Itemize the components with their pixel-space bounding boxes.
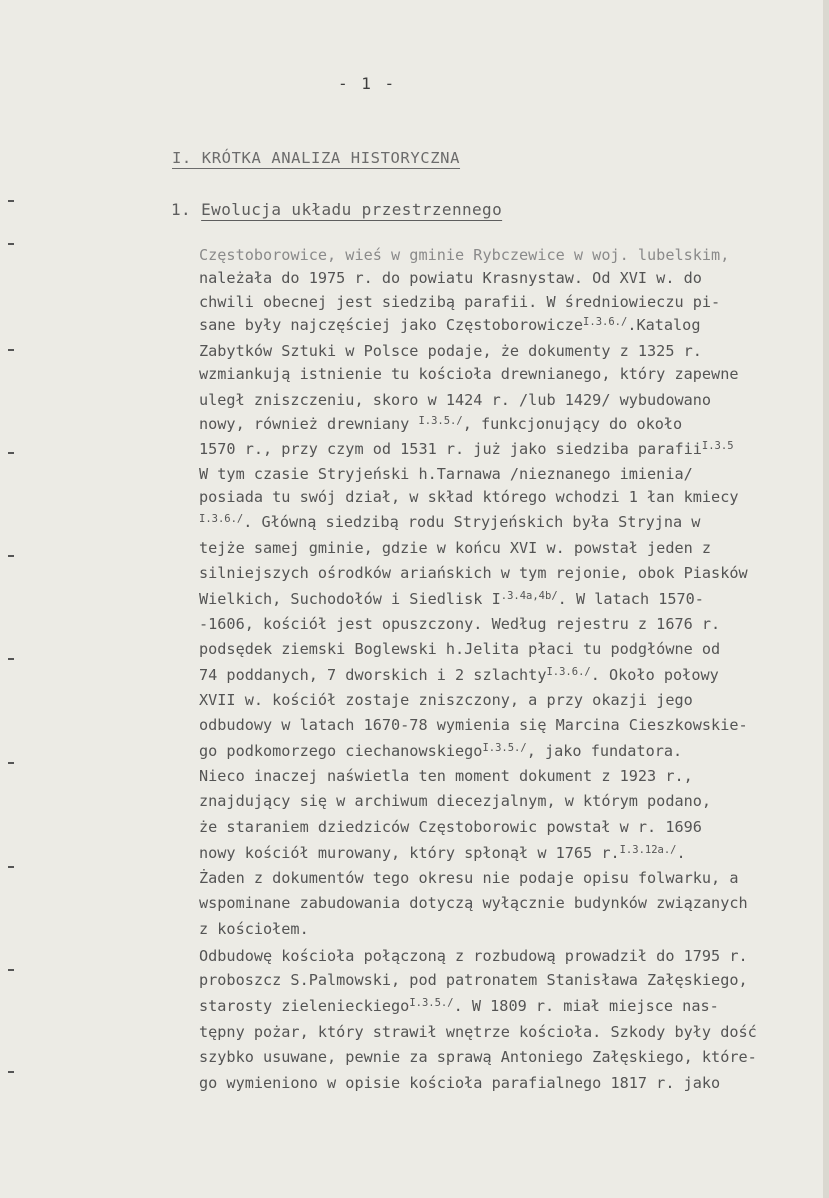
line-text: wspominane zabudowania dotyczą wyłącznie budynków związanych	[199, 894, 748, 912]
page-edge	[823, 0, 829, 1198]
margin-mark	[8, 658, 14, 660]
text-line	[199, 742, 682, 760]
text-line	[199, 894, 748, 912]
text-line	[199, 869, 738, 887]
text-line	[199, 792, 711, 810]
line-text: W tym czasie Stryjeński h.Tarnawa /nieznanego imienia/	[199, 465, 693, 483]
text-line	[199, 1074, 720, 1092]
margin-mark	[8, 349, 14, 351]
margin-mark	[8, 866, 14, 868]
line-text: szybko usuwane, pewnie za sprawą Antoniego Załęskiego, które-	[199, 1048, 757, 1066]
text-line	[199, 342, 702, 360]
text-line	[199, 947, 748, 965]
page-number: - 1 -	[338, 74, 397, 93]
text-line	[199, 391, 711, 409]
text-line	[199, 767, 693, 785]
section-title	[171, 200, 502, 219]
line-text: -1606, kościół jest opuszczony. Według rejestru z 1676 r.	[199, 615, 721, 633]
text-line	[199, 246, 729, 264]
text-line	[199, 920, 309, 938]
footnote-reference: I.3.6./	[583, 316, 628, 328]
margin-mark	[8, 762, 14, 764]
line-text-after: . W 1809 r. miał miejsce nas-	[453, 997, 719, 1015]
line-text: Zabytków Sztuki w Polsce podaje, że dokumenty z 1325 r.	[199, 342, 702, 360]
line-text: znajdujący się w archiwum diecezjalnym, w którym podano,	[199, 792, 712, 810]
line-text: Żaden z dokumentów tego okresu nie podaje opisu folwarku, a	[199, 869, 739, 887]
line-text: Częstoborowice, wieś w gminie Rybczewice w woj. lubelskim,	[199, 246, 730, 264]
line-text: z kościołem.	[199, 920, 309, 938]
text-line	[199, 269, 702, 287]
text-line	[199, 1023, 757, 1041]
line-text: wzmiankują istnienie tu kościoła drewnianego, który zapewne	[199, 365, 739, 383]
margin-mark	[8, 452, 14, 454]
footnote-reference: I.3.5./	[482, 742, 527, 754]
line-text: Odbudowę kościoła połączoną z rozbudową prowadził do 1795 r.	[199, 947, 748, 965]
text-line	[199, 365, 738, 383]
text-line	[199, 818, 702, 836]
margin-mark	[8, 969, 14, 971]
line-text: nowy kościół murowany, który spłonął w 1765 r.	[199, 844, 620, 862]
text-line	[199, 440, 734, 458]
footnote-reference: I.3.12a./	[619, 844, 677, 856]
line-text: go wymieniono w opisie kościoła parafialnego 1817 r. jako	[199, 1074, 721, 1092]
footnote-reference: I.3.6./	[199, 513, 244, 525]
text-line	[199, 997, 719, 1015]
text-line	[199, 640, 720, 658]
text-line	[199, 1048, 757, 1066]
line-text: sane były najczęściej jako Częstoborowicze	[199, 316, 584, 334]
line-text: należała do 1975 r. do powiatu Krasnystaw. Od XVI w. do	[199, 269, 702, 287]
text-line	[199, 691, 693, 709]
line-text: Nieco inaczej naświetla ten moment dokument z 1923 r.,	[199, 767, 693, 785]
text-line	[199, 844, 686, 862]
text-line	[199, 564, 748, 582]
margin-mark	[8, 200, 14, 202]
line-text: odbudowy w latach 1670-78 wymienia się Marcina Cieszkowskie-	[199, 716, 748, 734]
line-text: nowy, również drewniany	[199, 415, 419, 433]
chapter-title: I. KRÓTKA ANALIZA HISTORYCZNA	[172, 149, 461, 167]
line-text-after: .	[676, 844, 686, 862]
footnote-reference: .3.4a,4b/	[500, 590, 558, 602]
line-text-after: , funkcjonujący do około	[462, 415, 683, 433]
line-text: tejże samej gminie, gdzie w końcu XVI w. powstał jeden z	[199, 539, 712, 557]
footnote-reference: I.3.6./	[546, 666, 591, 678]
line-text: uległ zniszczeniu, skoro w 1424 r. /lub 1429/ wybudowano	[199, 391, 712, 409]
margin-mark	[8, 243, 14, 245]
line-text: XVII w. kościół zostaje zniszczony, a przy okazji jego	[199, 691, 693, 709]
line-text: silniejszych ośrodków ariańskich w tym rejonie, obok Piasków	[199, 564, 748, 582]
line-text: że staraniem dziedziców Częstoborowic powstał w r. 1696	[199, 818, 702, 836]
line-text-after: . Główną siedzibą rodu Stryjeńskich była Stryjna w	[243, 513, 701, 531]
text-line	[199, 488, 738, 506]
line-text: go podkomorzego ciechanowskiego	[199, 742, 483, 760]
text-line	[199, 590, 704, 608]
line-text-after: .Katalog	[627, 316, 701, 334]
line-text: 74 poddanych, 7 dworskich i 2 szlachty	[199, 666, 547, 684]
text-line	[199, 415, 682, 433]
line-text: chwili obecnej jest siedzibą parafii. W średniowieczu pi-	[199, 293, 721, 311]
footnote-reference: I.3.5./	[418, 415, 463, 427]
line-text-after: . Około połowy	[590, 666, 719, 684]
line-text-after: , jako fundatora.	[526, 742, 683, 760]
footnote-reference: I.3.5./	[409, 997, 454, 1009]
text-line	[199, 971, 748, 989]
line-text: 1570 r., przy czym od 1531 r. już jako siedziba parafii	[199, 440, 702, 458]
text-line	[199, 615, 720, 633]
line-text: Wielkich, Suchodołów i Siedlisk I	[199, 590, 501, 608]
line-text: posiada tu swój dział, w skład którego wchodzi 1 łan kmiecy	[199, 488, 739, 506]
section-heading: Ewolucja układu przestrzennego	[201, 200, 503, 219]
margin-mark	[8, 1071, 14, 1073]
line-text: podsędek ziemski Boglewski h.Jelita płaci tu podgłówne od	[199, 640, 721, 658]
line-text-after: . W latach 1570-	[557, 590, 704, 608]
section-number: 1.	[171, 200, 192, 219]
text-line	[199, 513, 700, 531]
margin-mark	[8, 555, 14, 557]
text-line	[199, 716, 748, 734]
line-text: tępny pożar, który strawił wnętrze kościoła. Szkody były dość	[199, 1023, 757, 1041]
text-line	[199, 316, 700, 334]
line-text: starosty zielenieckiego	[199, 997, 410, 1015]
footnote-reference: I.3.5	[701, 440, 734, 452]
line-text: proboszcz S.Palmowski, pod patronatem Stanisława Załęskiego,	[199, 971, 748, 989]
text-line	[199, 539, 711, 557]
text-line	[199, 666, 719, 684]
text-line	[199, 465, 693, 483]
text-line	[199, 293, 720, 311]
